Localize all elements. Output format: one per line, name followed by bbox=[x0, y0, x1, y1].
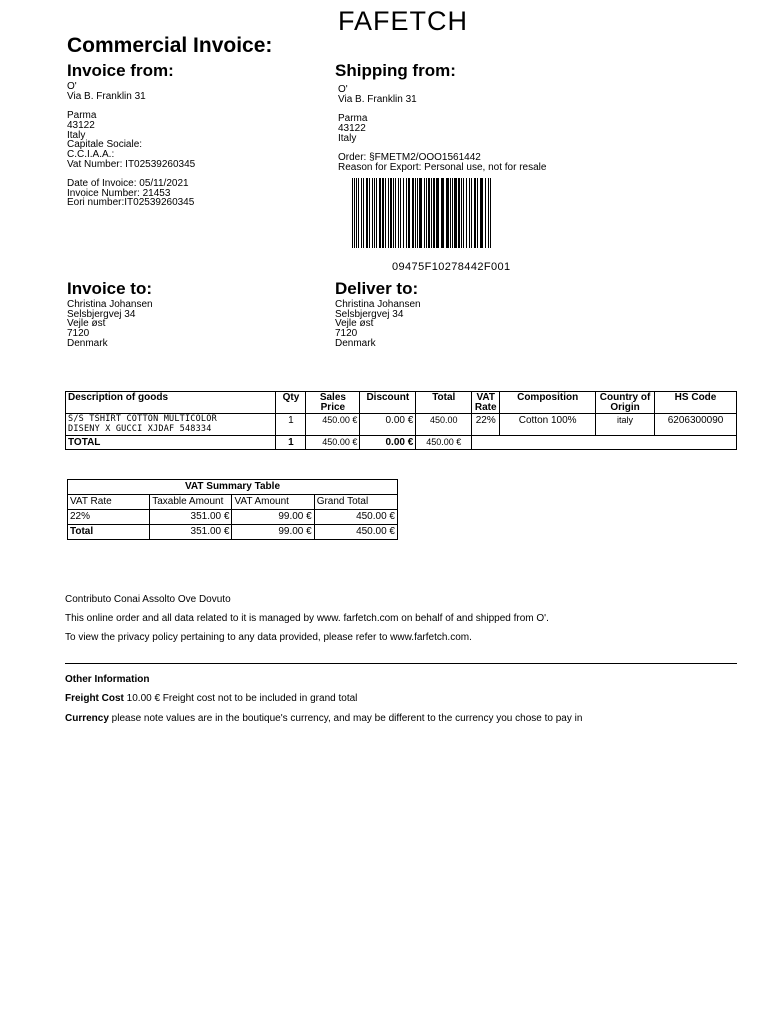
invoice-from-address: Via B. Franklin 31 bbox=[67, 90, 146, 102]
header-country: Country of Origin bbox=[596, 392, 655, 414]
header-description: Description of goods bbox=[66, 392, 276, 414]
barcode-bar bbox=[390, 178, 392, 248]
barcode-bar bbox=[385, 178, 386, 248]
other-info-heading: Other Information bbox=[65, 674, 150, 685]
vat-row-rate: 22% bbox=[68, 510, 150, 525]
barcode-bar bbox=[406, 178, 407, 248]
barcode-bar bbox=[372, 178, 373, 248]
vat-table-title: VAT Summary Table bbox=[68, 480, 398, 495]
barcode-bar bbox=[382, 178, 384, 248]
invoice-from-postcode: 43122 bbox=[67, 119, 95, 131]
currency-label: Currency bbox=[65, 713, 109, 724]
barcode-bar bbox=[361, 178, 362, 248]
barcode-bar bbox=[458, 178, 460, 248]
barcode-bar bbox=[488, 178, 489, 248]
barcode-bar bbox=[395, 178, 396, 248]
invoice-from-block bbox=[67, 82, 195, 208]
header-total: Total bbox=[416, 392, 472, 414]
barcode-bar bbox=[428, 178, 430, 248]
barcode-bar bbox=[398, 178, 399, 248]
deliver-to-address: Selsbjergvej 34 bbox=[335, 308, 404, 320]
vat-header-grand: Grand Total bbox=[314, 495, 397, 510]
vat-row-taxable: 351.00 € bbox=[150, 510, 232, 525]
invoice-from-city: Parma bbox=[67, 110, 97, 122]
item-composition: Cotton 100% bbox=[500, 414, 596, 436]
freight-line bbox=[65, 693, 357, 704]
total-total: 450.00 € bbox=[416, 436, 472, 450]
barcode-bar bbox=[485, 178, 486, 248]
barcode-bar bbox=[358, 178, 359, 248]
currency-line bbox=[65, 713, 582, 724]
vat-row-amount: 99.00 € bbox=[232, 510, 314, 525]
barcode-bar bbox=[356, 178, 357, 248]
invoice-to-city: Vejle øst bbox=[67, 318, 106, 330]
barcode-bar bbox=[424, 178, 425, 248]
vat-row-grand: 450.00 € bbox=[314, 510, 397, 525]
barcode-bar bbox=[419, 178, 422, 248]
barcode-bar bbox=[393, 178, 394, 248]
barcode-bar bbox=[490, 178, 491, 248]
item-total: 450.00 bbox=[416, 414, 472, 436]
barcode-bar bbox=[433, 178, 435, 248]
barcode-bar bbox=[369, 178, 370, 248]
invoice-from-heading: Invoice from: bbox=[67, 61, 174, 80]
header-hs-code: HS Code bbox=[655, 392, 737, 414]
barcode-bar bbox=[376, 178, 377, 248]
barcode-text: 09475F10278442F001 bbox=[392, 261, 511, 273]
barcode-bar bbox=[466, 178, 467, 248]
barcode-bar bbox=[363, 178, 364, 248]
deliver-to-postcode: 7120 bbox=[335, 328, 358, 340]
total-discount: 0.00 € bbox=[360, 436, 416, 450]
table-total-row bbox=[66, 436, 737, 450]
barcode-bar bbox=[471, 178, 472, 248]
invoice-to-address: Selsbjergvej 34 bbox=[67, 308, 136, 320]
barcode-bar bbox=[412, 178, 414, 248]
item-sales-price: 450.00 € bbox=[306, 414, 360, 436]
vat-header-taxable: Taxable Amount bbox=[150, 495, 232, 510]
vat-table-header bbox=[68, 495, 398, 510]
header-sales-price: Sales Price bbox=[306, 392, 360, 414]
item-country: italy bbox=[596, 414, 655, 436]
barcode-bar bbox=[441, 178, 444, 248]
currency-text: please note values are in the boutique's currency, and may be different to the currency you chose to pay in bbox=[108, 713, 583, 724]
deliver-to-country: Denmark bbox=[335, 337, 376, 349]
freight-label: Freight Cost bbox=[65, 693, 124, 704]
vat-total-amount: 99.00 € bbox=[232, 525, 314, 540]
vat-header-rate: VAT Rate bbox=[68, 495, 150, 510]
total-label: TOTAL bbox=[66, 436, 276, 450]
managed-note: This online order and all data related to it is managed by www. farfetch.com on behalf of and shipped from O'. bbox=[65, 613, 549, 624]
header-discount: Discount bbox=[360, 392, 416, 414]
vat-total-label: Total bbox=[68, 525, 150, 540]
goods-table bbox=[65, 391, 737, 450]
barcode-bar bbox=[474, 178, 476, 248]
barcode-bar bbox=[379, 178, 381, 248]
barcode-bar bbox=[436, 178, 439, 248]
barcode-bar bbox=[366, 178, 368, 248]
goods-table-header bbox=[66, 392, 737, 414]
item-description-line2: DISENY X GUCCI XJDAF 548334 bbox=[68, 423, 212, 434]
vat-total-taxable: 351.00 € bbox=[150, 525, 232, 540]
privacy-note: To view the privacy policy pertaining to any data provided, please refer to www.farfetch.com. bbox=[65, 632, 472, 643]
total-qty: 1 bbox=[276, 436, 306, 450]
barcode-bar bbox=[354, 178, 355, 248]
item-vat-rate: 22% bbox=[472, 414, 500, 436]
conai-note: Contributo Conai Assolto Ove Dovuto bbox=[65, 594, 231, 605]
deliver-to-name: Christina Johansen bbox=[335, 299, 421, 310]
item-hs-code: 6206300090 bbox=[655, 414, 737, 436]
page-title: Commercial Invoice: bbox=[67, 34, 273, 57]
barcode-bar bbox=[477, 178, 478, 248]
barcode-bar bbox=[454, 178, 457, 248]
barcode-bar bbox=[452, 178, 453, 248]
deliver-to-block bbox=[335, 300, 421, 349]
barcode-bar bbox=[461, 178, 462, 248]
barcode-bar bbox=[352, 178, 353, 248]
invoice-from-cciaa: C.C.I.A.A.: bbox=[67, 148, 115, 160]
barcode-bar bbox=[431, 178, 432, 248]
barcode-bar bbox=[388, 178, 389, 248]
shipping-from-country: Italy bbox=[338, 132, 357, 144]
invoice-from-capitale: Capitale Sociale: bbox=[67, 139, 143, 151]
barcode-bar bbox=[469, 178, 470, 248]
item-discount: 0.00 € bbox=[360, 414, 416, 436]
deliver-to-heading: Deliver to: bbox=[335, 279, 419, 298]
shipping-from-address: Via B. Franklin 31 bbox=[338, 93, 417, 105]
item-qty: 1 bbox=[276, 414, 306, 436]
vat-total-grand: 450.00 € bbox=[314, 525, 397, 540]
invoice-number: Invoice Number: 21453 bbox=[67, 187, 171, 199]
invoice-to-block bbox=[67, 300, 153, 349]
invoice-to-country: Denmark bbox=[67, 337, 108, 349]
barcode-bar bbox=[408, 178, 410, 248]
table-row bbox=[66, 414, 737, 436]
item-description bbox=[66, 414, 276, 436]
shipping-from-block bbox=[338, 85, 546, 172]
shipping-from-name: O' bbox=[338, 84, 348, 95]
shipping-from-city: Parma bbox=[338, 113, 368, 125]
invoice-to-name: Christina Johansen bbox=[67, 299, 153, 310]
barcode-bar bbox=[463, 178, 464, 248]
barcode-bar bbox=[450, 178, 451, 248]
barcode-bar bbox=[426, 178, 427, 248]
barcode-bar bbox=[480, 178, 483, 248]
item-description-line1: S/S TSHIRT COTTON MULTICOLOR bbox=[68, 414, 217, 424]
freight-text: 10.00 € Freight cost not to be included in grand total bbox=[123, 693, 358, 704]
shipping-from-heading: Shipping from: bbox=[335, 61, 456, 80]
vat-header-amount: VAT Amount bbox=[232, 495, 314, 510]
barcode-bar bbox=[374, 178, 375, 248]
table-row bbox=[68, 510, 398, 525]
total-empty-cell bbox=[472, 436, 737, 450]
deliver-to-city: Vejle øst bbox=[335, 318, 374, 330]
barcode-bar bbox=[417, 178, 418, 248]
barcode-bar bbox=[400, 178, 401, 248]
eori-number: Eori number:IT02539260345 bbox=[67, 197, 195, 209]
invoice-to-postcode: 7120 bbox=[67, 328, 90, 340]
invoice-to-heading: Invoice to: bbox=[67, 279, 153, 298]
barcode-image bbox=[352, 178, 492, 248]
invoice-from-name: O' bbox=[67, 81, 77, 92]
header-vat-rate: VAT Rate bbox=[472, 392, 500, 414]
vat-total-row bbox=[68, 525, 398, 540]
invoice-from-country: Italy bbox=[67, 129, 86, 141]
header-composition: Composition bbox=[500, 392, 596, 414]
section-divider bbox=[65, 663, 737, 664]
total-sales-price: 450.00 € bbox=[306, 436, 360, 450]
invoice-from-vat-number: Vat Number: IT02539260345 bbox=[67, 158, 196, 170]
barcode-bar bbox=[446, 178, 449, 248]
barcode-bar bbox=[415, 178, 416, 248]
header-qty: Qty bbox=[276, 392, 306, 414]
invoice-date: Date of Invoice: 05/11/2021 bbox=[67, 178, 189, 189]
vat-summary-table bbox=[67, 479, 398, 540]
export-reason: Reason for Export: Personal use, not for resale bbox=[338, 161, 547, 173]
brand-logo-text: FAFETCH bbox=[338, 6, 469, 36]
shipping-from-postcode: 43122 bbox=[338, 122, 366, 134]
order-number: Order: §FMETM2/OOO1561442 bbox=[338, 151, 481, 163]
barcode-bar bbox=[403, 178, 404, 248]
